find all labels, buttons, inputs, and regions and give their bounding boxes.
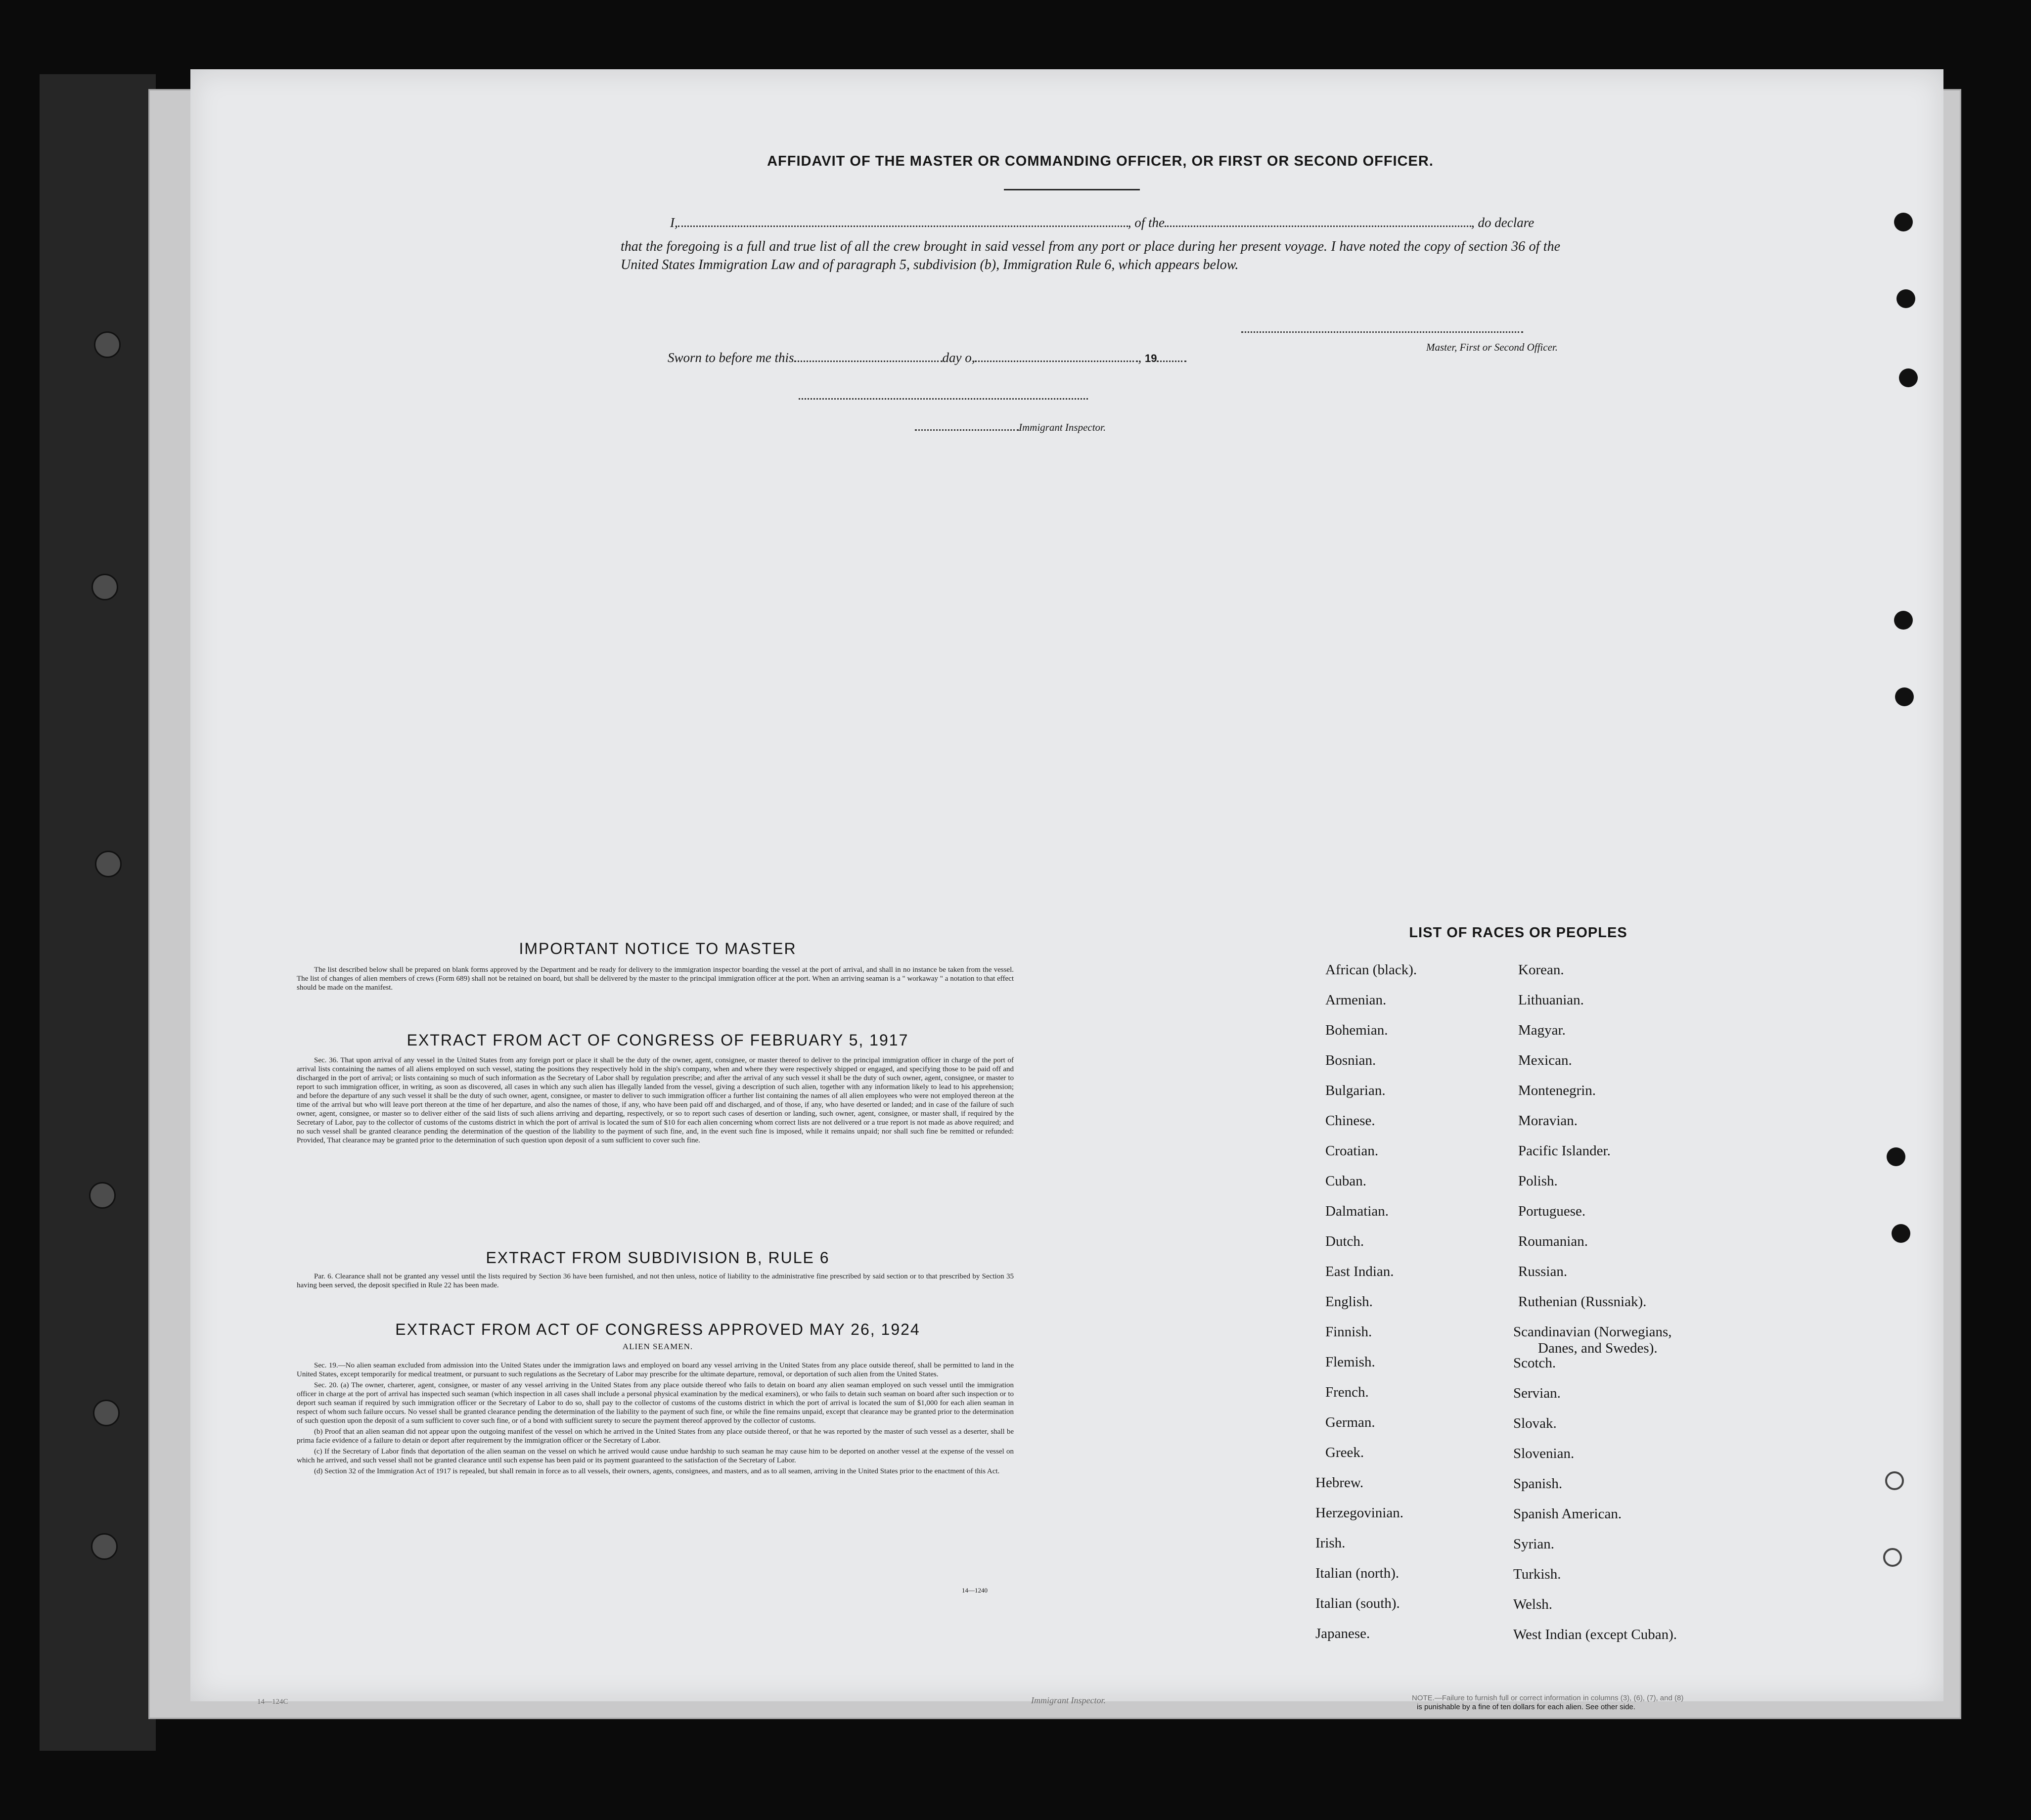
extract-1924-title: EXTRACT FROM ACT OF CONGRESS APPROVED MAY 26, 1924 xyxy=(395,1320,920,1338)
binding-strip xyxy=(40,74,156,1751)
binding-hole xyxy=(95,851,122,877)
race-item: Slovak. xyxy=(1513,1415,1557,1431)
affidavit-declaration-line xyxy=(670,215,1534,230)
extract-rule6-title: EXTRACT FROM SUBDIVISION B, RULE 6 xyxy=(486,1249,830,1267)
notice-title: IMPORTANT NOTICE TO MASTER xyxy=(519,940,797,957)
race-item: Russian. xyxy=(1518,1264,1568,1279)
punch-hole xyxy=(1885,1471,1904,1490)
punch-hole xyxy=(1899,368,1918,387)
race-item: Herzegovinian. xyxy=(1315,1505,1403,1521)
punch-hole xyxy=(1894,611,1913,630)
race-item: Portuguese. xyxy=(1518,1203,1586,1219)
race-item: German. xyxy=(1325,1414,1375,1430)
notice-paragraph: The list described below shall be prepared on blank forms approved by the Department and be ready for delivery to the immigration inspector boarding the vessel at the port of arrival, and shall in no instance be taken from the vessel. The list of changes of alien members of crews (Form 689) shall not be retained on board, but shall be delivered by the master to the principal immigration officer at the port. When an arriving seaman is a " workaway " a notation to that effect should be made on the manifest. xyxy=(297,966,1014,992)
inspector-line xyxy=(915,419,1106,434)
inspector-name-blank[interactable] xyxy=(915,419,1019,431)
race-item: Dalmatian. xyxy=(1325,1203,1389,1219)
race-item: Pacific Islander. xyxy=(1518,1143,1611,1159)
punch-hole xyxy=(1894,213,1913,231)
race-item: Greek. xyxy=(1325,1445,1364,1460)
punch-hole xyxy=(1895,687,1914,706)
sworn-year-label: 19 xyxy=(1144,352,1157,364)
race-item: Mexican. xyxy=(1518,1052,1572,1068)
footer-inspector-label: Immigrant Inspector. xyxy=(1031,1695,1106,1705)
section-20b-paragraph: (b) Proof that an alien seaman did not appear upon the outgoing manifest of the vessel on which he arrived in the United States from any place outside thereof, or that he was reported by the master of such vessel as a deserter, shall be prima facie evidence of a failure to detain or deport after requirement by the immigration officer or the Secretary of Labor. xyxy=(297,1428,1014,1445)
race-item: Bohemian. xyxy=(1325,1022,1388,1038)
race-item: Bosnian. xyxy=(1325,1052,1376,1068)
race-item: Welsh. xyxy=(1513,1596,1553,1612)
race-item: Italian (south). xyxy=(1315,1595,1400,1611)
binding-hole xyxy=(93,1400,120,1426)
race-item: Servian. xyxy=(1513,1385,1561,1401)
sworn-day-label: day o, xyxy=(942,350,975,365)
affiant-label: I, xyxy=(670,215,678,230)
vessel-name-blank[interactable] xyxy=(1165,216,1471,227)
race-item: Polish. xyxy=(1518,1173,1558,1189)
race-item: Cuban. xyxy=(1325,1173,1366,1189)
inspector-signature-blank[interactable] xyxy=(799,398,1088,400)
race-item: English. xyxy=(1325,1294,1373,1310)
section-36-paragraph: Sec. 36. That upon arrival of any vessel in the United States from any foreign port or place it shall be the duty of the owner, agent, consignee, or master thereof to deliver to the principal immigration officer in charge of the port of arrival lists containing the names of all aliens employed on such vessel, stating the positions they respectively hold in the ship's company, when and where they were respectively shipped or engaged, and specifying those to be paid off and discharged in the port of arrival; or lists containing so much of such information as the Secretary of Labor shall by regulation prescribe; and after the arrival of any such vessel it shall be the duty of such owner, agent, consignee, or master to report to such immigration officer, in writing, as soon as discovered, all cases in which any such alien has illegally landed from the vessel, giving a description of such alien, together with any information likely to lead to his apprehension; and before the departure of any such vessel it shall be the duty of such owner, agent, consignee, or master to deliver to such immigration officer a further list containing the names of all alien employees who were not employed thereon at the time of the arrival but who will leave port thereon at the time of her departure, and also the names of those, if any, who have been paid off and discharged, and of those, if any, who have deserted or landed; and in case of the failure of such owner, agent, consignee, or master so to deliver either of the said lists of such aliens arriving and departing, respectively, or so to report such cases of desertion or landing, such owner, agent, consignee, or master shall, if required by the Secretary of Labor, pay to the collector of customs of the customs district in which the port of arrival is located the sum of $10 for each alien concerning whom correct lists are not delivered or a true report is not made as above required; and no such vessel shall be granted clearance pending the determination of the question of the liability to the payment of such fine, and, in the event such fine is imposed, while it remains unpaid; nor shall such fine be remitted or refunded: Provided, That clearance may be granted prior to the determination of such question upon deposit of a sum sufficient to cover such fine. xyxy=(297,1056,1014,1144)
punch-hole xyxy=(1896,289,1915,308)
affiant-name-blank[interactable] xyxy=(678,216,1128,227)
extract-1924-subtitle: ALIEN SEAMEN. xyxy=(622,1342,693,1351)
race-item: Hebrew. xyxy=(1315,1475,1364,1491)
punch-hole xyxy=(1892,1224,1910,1243)
binding-hole xyxy=(94,331,121,358)
rule6-paragraph: Par. 6. Clearance shall not be granted any vessel until the lists required by Section 36 have been furnished, and not then unless, notice of liability to the administrative fine prescribed by said section or to that prescribed by Section 35 having been served, the deposit specified in Rule 22 has been made. xyxy=(297,1273,1014,1289)
race-item: Finnish. xyxy=(1325,1324,1372,1340)
race-item: Irish. xyxy=(1315,1535,1346,1551)
affidavit-title: AFFIDAVIT OF THE MASTER OR COMMANDING OFFICER, OR FIRST OR SECOND OFFICER. xyxy=(767,153,1434,169)
sworn-year-blank[interactable] xyxy=(1157,351,1186,362)
binding-hole xyxy=(89,1182,116,1209)
punch-hole xyxy=(1883,1548,1902,1567)
inspector-label: Immigrant Inspector. xyxy=(1019,421,1106,433)
race-item: French. xyxy=(1325,1384,1369,1400)
section-20d-paragraph: (d) Section 32 of the Immigration Act of 1917 is repealed, but shall remain in force as to all vessels, their owners, agents, consignees, and masters, and as to all seamen, arriving in the United States prior to the enactment of this Act. xyxy=(314,1467,1000,1475)
race-item: Danes, and Swedes). xyxy=(1538,1340,1658,1356)
race-item: Turkish. xyxy=(1513,1566,1561,1582)
footer-note xyxy=(1412,1694,1758,1712)
race-item: Syrian. xyxy=(1513,1536,1554,1552)
affidavit-body: that the foregoing is a full and true list of all the crew brought in said vessel from any port or place during her present voyage. I have noted the copy of section 36 of the United States Immigration Law and of paragraph 5, subdivision (b), Immigration Rule 6, which appears below. xyxy=(621,239,1560,273)
footer-note-line-2: is punishable by a fine of ten dollars for each alien. See other side. xyxy=(1417,1703,1635,1711)
extract-rule6-text xyxy=(297,1272,1014,1290)
race-item: Spanish. xyxy=(1513,1476,1563,1492)
extract-form-number: 14—1240 xyxy=(962,1587,988,1594)
race-item: Ruthenian (Russniak). xyxy=(1518,1294,1647,1310)
race-item: Roumanian. xyxy=(1518,1233,1588,1249)
race-item: Flemish. xyxy=(1325,1354,1375,1370)
binding-hole xyxy=(91,1533,118,1560)
vessel-label: , of the xyxy=(1128,215,1165,230)
race-item: Croatian. xyxy=(1325,1143,1379,1159)
race-item: Scotch. xyxy=(1513,1355,1556,1371)
race-item: Chinese. xyxy=(1325,1113,1375,1129)
race-item: Korean. xyxy=(1518,962,1564,978)
race-item: Lithuanian. xyxy=(1518,992,1584,1008)
race-item: Spanish American. xyxy=(1513,1506,1622,1522)
race-item: Magyar. xyxy=(1518,1022,1566,1038)
race-item: Montenegrin. xyxy=(1518,1083,1596,1098)
footer-form-number: 14—124C xyxy=(257,1698,288,1706)
race-item: Bulgarian. xyxy=(1325,1083,1386,1098)
race-item: Slovenian. xyxy=(1513,1446,1575,1461)
binding-hole xyxy=(91,574,118,600)
sworn-month-blank[interactable] xyxy=(975,351,1138,362)
sworn-line: Sworn to before me this day o, , 19 xyxy=(668,350,1186,365)
punch-hole xyxy=(1887,1147,1905,1166)
sworn-label: Sworn to before me this xyxy=(668,350,794,365)
extract-1917-text xyxy=(297,1056,1014,1145)
race-item: Dutch. xyxy=(1325,1233,1364,1249)
section-20c-paragraph: (c) If the Secretary of Labor finds that deportation of the alien seaman on the vessel on which he arrived would cause undue hardship to such seaman he may cause him to be deported on another vessel at the expense of the vessel on which he arrived, and such vessel shall not be granted clearance until such expense has been paid or its payment guaranteed to the satisfaction of the Secretary of Labor. xyxy=(297,1448,1014,1464)
race-item: Scandinavian (Norwegians, xyxy=(1513,1324,1672,1340)
officer-signature-blank[interactable] xyxy=(1241,331,1523,333)
races-title: LIST OF RACES OR PEOPLES xyxy=(1409,925,1627,941)
declare-label: , do declare xyxy=(1471,215,1535,230)
race-item: Moravian. xyxy=(1518,1113,1578,1129)
race-item: East Indian. xyxy=(1325,1264,1394,1279)
notice-text xyxy=(297,965,1014,992)
sworn-day-blank[interactable] xyxy=(794,351,943,362)
race-item: West Indian (except Cuban). xyxy=(1513,1627,1677,1642)
signature-caption: Master, First or Second Officer. xyxy=(1426,341,1558,353)
extract-1924-text xyxy=(297,1361,1014,1476)
race-item: African (black). xyxy=(1325,962,1417,978)
race-item: Armenian. xyxy=(1325,992,1387,1008)
footer-note-line-1: NOTE.—Failure to furnish full or correct information in columns (3), (6), (7), and (8) xyxy=(1412,1694,1684,1702)
section-19-paragraph: Sec. 19.—No alien seaman excluded from admission into the United States under the immigration laws and employed on board any vessel arriving in the United States from any place outside thereof, shall be permitted to land in the United States, except temporarily for medical treatment, or pursuant to such regulations as the Secretary of Labor may prescribe for the ultimate departure, removal, or deportation of such alien from the United States. xyxy=(297,1362,1014,1378)
extract-1917-title: EXTRACT FROM ACT OF CONGRESS OF FEBRUARY 5, 1917 xyxy=(406,1031,909,1049)
race-item: Italian (north). xyxy=(1315,1565,1399,1581)
title-underline xyxy=(1004,189,1140,190)
race-item: Japanese. xyxy=(1315,1626,1370,1641)
section-20a-paragraph: Sec. 20. (a) The owner, charterer, agent, consignee, or master of any vessel arriving in the United States from any place outside thereof who fails to detain on board any alien seaman employed on such vessel until the immigration officer in charge at the port of arrival has inspected such seaman (which inspection in all cases shall include a personal physical examination by the medical examiners), or who fails to detain such seaman on board after such inspection or to deport such seaman if required by such immigration officer or the Secretary of Labor to do so, shall pay to the collector of customs of the customs district in which the port of arrival is located the sum of $1,000 for each alien seaman in respect of whom such failure occurs. No vessel shall be granted clearance pending the determination of the liability to the payment of such fine, or while the fine remains unpaid, except that clearance may be granted prior to the determination of such question upon the deposit of a sum sufficient to cover such fine, or of a bond with sufficient surety to secure the payment thereof approved by the collector of customs. xyxy=(297,1381,1014,1425)
